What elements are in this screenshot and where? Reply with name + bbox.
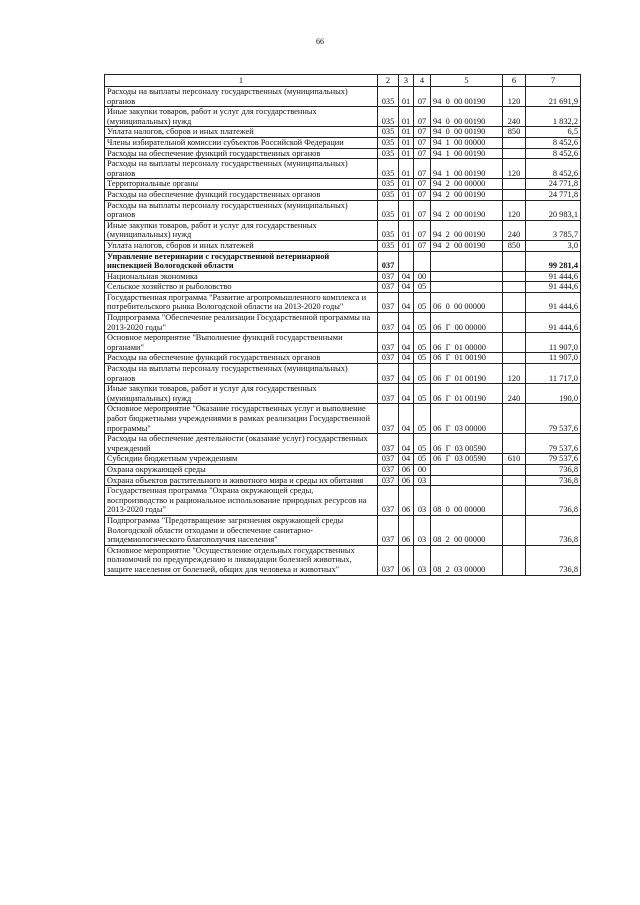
ministry-code: 037 <box>378 454 399 465</box>
column-header: 4 <box>414 75 431 87</box>
target-article-code: 06 Г 01 00190 <box>431 364 503 384</box>
target-article-code: 94 1 00 00190 <box>431 148 503 159</box>
expense-type-code: 120 <box>503 200 526 220</box>
subsection-code: 05 <box>414 434 431 454</box>
expense-type-code <box>503 148 526 159</box>
section-code: 01 <box>399 107 414 127</box>
target-article-code: 94 1 00 00190 <box>431 159 503 179</box>
section-code: 01 <box>399 127 414 138</box>
expense-type-code <box>503 282 526 293</box>
column-header: 7 <box>526 75 581 87</box>
row-name: Основное мероприятие "Оказание государственных услуг и выполнение работ бюджетными учреждениями в рамках реализации Государственной программы" <box>105 404 378 434</box>
table-row <box>105 384 581 404</box>
row-name: Государственная программа "Развитие агропромышленного комплекса и потребительского рынка Вологодской области на 2013-2020 годы" <box>105 292 378 312</box>
row-name: Основное мероприятие "Выполнение функций государственными органами" <box>105 333 378 353</box>
table-row <box>105 137 581 148</box>
subsection-code: 07 <box>414 107 431 127</box>
subsection-code: 03 <box>414 545 431 575</box>
amount: 79 537,6 <box>526 404 581 434</box>
table-row <box>105 159 581 179</box>
table-row <box>105 475 581 486</box>
target-article-code: 06 Г 01 00000 <box>431 333 503 353</box>
row-name: Субсидии бюджетным учреждениям <box>105 454 378 465</box>
ministry-code: 037 <box>378 464 399 475</box>
ministry-code: 037 <box>378 384 399 404</box>
section-code: 01 <box>399 220 414 240</box>
ministry-code: 035 <box>378 159 399 179</box>
section-code: 01 <box>399 240 414 251</box>
target-article-code: 06 Г 03 00590 <box>431 454 503 465</box>
expense-type-code <box>503 545 526 575</box>
section-code: 01 <box>399 159 414 179</box>
expense-type-code: 120 <box>503 159 526 179</box>
ministry-code: 037 <box>378 271 399 282</box>
target-article-code: 06 Г 03 00590 <box>431 434 503 454</box>
section-code: 04 <box>399 434 414 454</box>
target-article-code <box>431 475 503 486</box>
section-code: 04 <box>399 333 414 353</box>
amount: 91 444,6 <box>526 313 581 333</box>
column-header: 3 <box>399 75 414 87</box>
subsection-code: 03 <box>414 486 431 516</box>
subsection-code: 03 <box>414 475 431 486</box>
target-article-code: 06 Г 03 00000 <box>431 404 503 434</box>
table-row <box>105 515 581 545</box>
target-article-code: 06 Г 01 00190 <box>431 353 503 364</box>
target-article-code: 08 2 00 00000 <box>431 515 503 545</box>
row-name: Подпрограмма "Обеспечение реализации Государственной программы на 2013-2020 годы" <box>105 313 378 333</box>
ministry-code: 035 <box>378 189 399 200</box>
section-code: 01 <box>399 148 414 159</box>
expense-type-code: 850 <box>503 127 526 138</box>
table-row <box>105 251 581 271</box>
amount: 736,8 <box>526 545 581 575</box>
table-row <box>105 353 581 364</box>
target-article-code <box>431 282 503 293</box>
amount: 20 983,1 <box>526 200 581 220</box>
expense-type-code <box>503 333 526 353</box>
expense-type-code <box>503 271 526 282</box>
table-row <box>105 545 581 575</box>
ministry-code: 037 <box>378 364 399 384</box>
column-header: 2 <box>378 75 399 87</box>
row-name: Расходы на обеспечение функций государственных органов <box>105 189 378 200</box>
subsection-code: 07 <box>414 179 431 190</box>
expense-type-code <box>503 434 526 454</box>
expense-type-code <box>503 313 526 333</box>
ministry-code: 035 <box>378 220 399 240</box>
ministry-code: 037 <box>378 434 399 454</box>
table-row <box>105 220 581 240</box>
target-article-code: 08 2 03 00000 <box>431 545 503 575</box>
expense-type-code <box>503 251 526 271</box>
expense-type-code <box>503 353 526 364</box>
ministry-code: 037 <box>378 282 399 293</box>
ministry-code: 037 <box>378 292 399 312</box>
ministry-code: 035 <box>378 127 399 138</box>
section-code: 04 <box>399 313 414 333</box>
ministry-code: 037 <box>378 313 399 333</box>
amount: 91 444,6 <box>526 292 581 312</box>
row-name: Расходы на обеспечение деятельности (оказание услуг) государственных учреждений <box>105 434 378 454</box>
row-name: Члены избирательной комиссии субъектов Российской Федерации <box>105 137 378 148</box>
ministry-code: 035 <box>378 107 399 127</box>
row-name: Охрана объектов растительного и животного мира и среды их обитания <box>105 475 378 486</box>
section-code: 01 <box>399 137 414 148</box>
ministry-code: 035 <box>378 87 399 107</box>
row-name: Расходы на обеспечение функций государственных органов <box>105 148 378 159</box>
amount: 6,5 <box>526 127 581 138</box>
column-header: 6 <box>503 75 526 87</box>
section-code: 01 <box>399 179 414 190</box>
subsection-code: 07 <box>414 159 431 179</box>
table-row <box>105 454 581 465</box>
subsection-code: 05 <box>414 404 431 434</box>
section-code: 04 <box>399 271 414 282</box>
amount: 736,8 <box>526 475 581 486</box>
section-code: 01 <box>399 200 414 220</box>
amount: 3 785,7 <box>526 220 581 240</box>
subsection-code <box>414 251 431 271</box>
section-code: 01 <box>399 189 414 200</box>
expense-type-code: 240 <box>503 220 526 240</box>
row-name: Охрана окружающей среды <box>105 464 378 475</box>
expense-type-code: 850 <box>503 240 526 251</box>
row-name: Уплата налогов, сборов и иных платежей <box>105 127 378 138</box>
section-code: 04 <box>399 404 414 434</box>
table-row <box>105 148 581 159</box>
subsection-code: 00 <box>414 464 431 475</box>
amount: 79 537,6 <box>526 454 581 465</box>
table-row <box>105 200 581 220</box>
table-row <box>105 107 581 127</box>
amount: 8 452,6 <box>526 148 581 159</box>
amount: 8 452,6 <box>526 159 581 179</box>
target-article-code: 94 0 00 00190 <box>431 127 503 138</box>
row-name: Подпрограмма "Предотвращение загрязнения окружающей среды Вологодской области отходами и обеспечение санитарно-эпидемиологического благополучия населения" <box>105 515 378 545</box>
section-code: 04 <box>399 282 414 293</box>
section-code: 04 <box>399 454 414 465</box>
ministry-code: 035 <box>378 240 399 251</box>
expense-type-code <box>503 137 526 148</box>
expense-type-code <box>503 475 526 486</box>
subsection-code: 07 <box>414 137 431 148</box>
expense-type-code <box>503 292 526 312</box>
ministry-code: 037 <box>378 515 399 545</box>
amount: 24 771,8 <box>526 189 581 200</box>
expense-type-code: 240 <box>503 107 526 127</box>
table-row <box>105 240 581 251</box>
expense-type-code: 120 <box>503 87 526 107</box>
row-name: Расходы на выплаты персоналу государственных (муниципальных) органов <box>105 159 378 179</box>
table-row <box>105 179 581 190</box>
amount: 21 691,9 <box>526 87 581 107</box>
amount: 24 771,8 <box>526 179 581 190</box>
ministry-code: 035 <box>378 179 399 190</box>
expense-type-code: 240 <box>503 384 526 404</box>
row-name: Расходы на выплаты персоналу государственных (муниципальных) органов <box>105 200 378 220</box>
table-row <box>105 87 581 107</box>
section-code: 06 <box>399 464 414 475</box>
expense-type-code <box>503 486 526 516</box>
table-row <box>105 271 581 282</box>
subsection-code: 05 <box>414 364 431 384</box>
subsection-code: 05 <box>414 292 431 312</box>
column-header: 5 <box>431 75 503 87</box>
subsection-code: 05 <box>414 384 431 404</box>
section-code: 04 <box>399 292 414 312</box>
amount: 3,0 <box>526 240 581 251</box>
target-article-code <box>431 271 503 282</box>
budget-table <box>104 74 581 576</box>
ministry-code: 037 <box>378 475 399 486</box>
amount: 11 907,0 <box>526 333 581 353</box>
section-code: 06 <box>399 515 414 545</box>
row-name: Национальная экономика <box>105 271 378 282</box>
subsection-code: 07 <box>414 240 431 251</box>
expense-type-code <box>503 179 526 190</box>
target-article-code: 94 0 00 00190 <box>431 107 503 127</box>
row-name: Управление ветеринарии с государственной ветеринарной инспекцией Вологодской области <box>105 251 378 271</box>
row-name: Иные закупки товаров, работ и услуг для государственных (муниципальных) нужд <box>105 384 378 404</box>
subsection-code: 05 <box>414 454 431 465</box>
subsection-code: 05 <box>414 353 431 364</box>
expense-type-code <box>503 404 526 434</box>
section-code: 06 <box>399 475 414 486</box>
target-article-code: 94 2 00 00190 <box>431 240 503 251</box>
amount: 736,8 <box>526 515 581 545</box>
row-name: Государственная программа "Охрана окружающей среды, воспроизводство и рациональное использование природных ресурсов на 2013-2020 годы" <box>105 486 378 516</box>
row-name: Расходы на выплаты персоналу государственных (муниципальных) органов <box>105 364 378 384</box>
expense-type-code <box>503 189 526 200</box>
row-name: Иные закупки товаров, работ и услуг для государственных (муниципальных) нужд <box>105 220 378 240</box>
section-code <box>399 251 414 271</box>
target-article-code: 94 2 00 00000 <box>431 179 503 190</box>
subsection-code: 05 <box>414 333 431 353</box>
subsection-code: 03 <box>414 515 431 545</box>
expense-type-code: 610 <box>503 454 526 465</box>
ministry-code: 037 <box>378 353 399 364</box>
table-row <box>105 313 581 333</box>
ministry-code: 037 <box>378 333 399 353</box>
amount: 11 907,0 <box>526 353 581 364</box>
amount: 8 452,6 <box>526 137 581 148</box>
row-name: Уплата налогов, сборов и иных платежей <box>105 240 378 251</box>
row-name: Расходы на обеспечение функций государственных органов <box>105 353 378 364</box>
column-header: 1 <box>105 75 378 87</box>
amount: 99 281,4 <box>526 251 581 271</box>
section-code: 04 <box>399 384 414 404</box>
target-article-code: 06 0 00 00000 <box>431 292 503 312</box>
target-article-code: 94 0 00 00190 <box>431 87 503 107</box>
expense-type-code: 120 <box>503 364 526 384</box>
ministry-code: 035 <box>378 200 399 220</box>
subsection-code: 00 <box>414 271 431 282</box>
table-row <box>105 292 581 312</box>
ministry-code: 037 <box>378 404 399 434</box>
subsection-code: 05 <box>414 282 431 293</box>
amount: 736,8 <box>526 464 581 475</box>
ministry-code: 035 <box>378 148 399 159</box>
ministry-code: 035 <box>378 137 399 148</box>
subsection-code: 07 <box>414 127 431 138</box>
subsection-code: 05 <box>414 313 431 333</box>
amount: 79 537,6 <box>526 434 581 454</box>
subsection-code: 07 <box>414 189 431 200</box>
row-name: Расходы на выплаты персоналу государственных (муниципальных) органов <box>105 87 378 107</box>
table-row <box>105 464 581 475</box>
row-name: Территориальные органы <box>105 179 378 190</box>
amount: 11 717,0 <box>526 364 581 384</box>
row-name: Основное мероприятие "Осуществление отдельных государственных полномочий по предупреждению и ликвидации болезней животных, защите населения от болезней, общих для человека и животных" <box>105 545 378 575</box>
table-row <box>105 127 581 138</box>
table-row <box>105 434 581 454</box>
amount: 1 832,2 <box>526 107 581 127</box>
target-article-code: 94 1 00 00000 <box>431 137 503 148</box>
section-code: 06 <box>399 545 414 575</box>
target-article-code <box>431 251 503 271</box>
ministry-code: 037 <box>378 486 399 516</box>
table-row <box>105 404 581 434</box>
table-row <box>105 282 581 293</box>
subsection-code: 07 <box>414 87 431 107</box>
row-name: Иные закупки товаров, работ и услуг для государственных (муниципальных) нужд <box>105 107 378 127</box>
header-row <box>105 75 581 87</box>
table-row <box>105 333 581 353</box>
section-code: 04 <box>399 353 414 364</box>
subsection-code: 07 <box>414 200 431 220</box>
row-name: Сельское хозяйство и рыболовство <box>105 282 378 293</box>
amount: 91 444,6 <box>526 271 581 282</box>
ministry-code: 037 <box>378 251 399 271</box>
table-row <box>105 486 581 516</box>
target-article-code: 94 2 00 00190 <box>431 220 503 240</box>
subsection-code: 07 <box>414 148 431 159</box>
table-body <box>105 75 581 576</box>
target-article-code: 06 Г 01 00190 <box>431 384 503 404</box>
expense-type-code <box>503 464 526 475</box>
target-article-code: 08 0 00 00000 <box>431 486 503 516</box>
amount: 736,8 <box>526 486 581 516</box>
table-row <box>105 364 581 384</box>
target-article-code <box>431 464 503 475</box>
page-number: 66 <box>316 37 324 46</box>
target-article-code: 94 2 00 00190 <box>431 200 503 220</box>
amount: 91 444,6 <box>526 282 581 293</box>
subsection-code: 07 <box>414 220 431 240</box>
table-row <box>105 189 581 200</box>
ministry-code: 037 <box>378 545 399 575</box>
amount: 190,0 <box>526 384 581 404</box>
section-code: 01 <box>399 87 414 107</box>
section-code: 04 <box>399 364 414 384</box>
expense-type-code <box>503 515 526 545</box>
target-article-code: 06 Г 00 00000 <box>431 313 503 333</box>
target-article-code: 94 2 00 00190 <box>431 189 503 200</box>
section-code: 06 <box>399 486 414 516</box>
